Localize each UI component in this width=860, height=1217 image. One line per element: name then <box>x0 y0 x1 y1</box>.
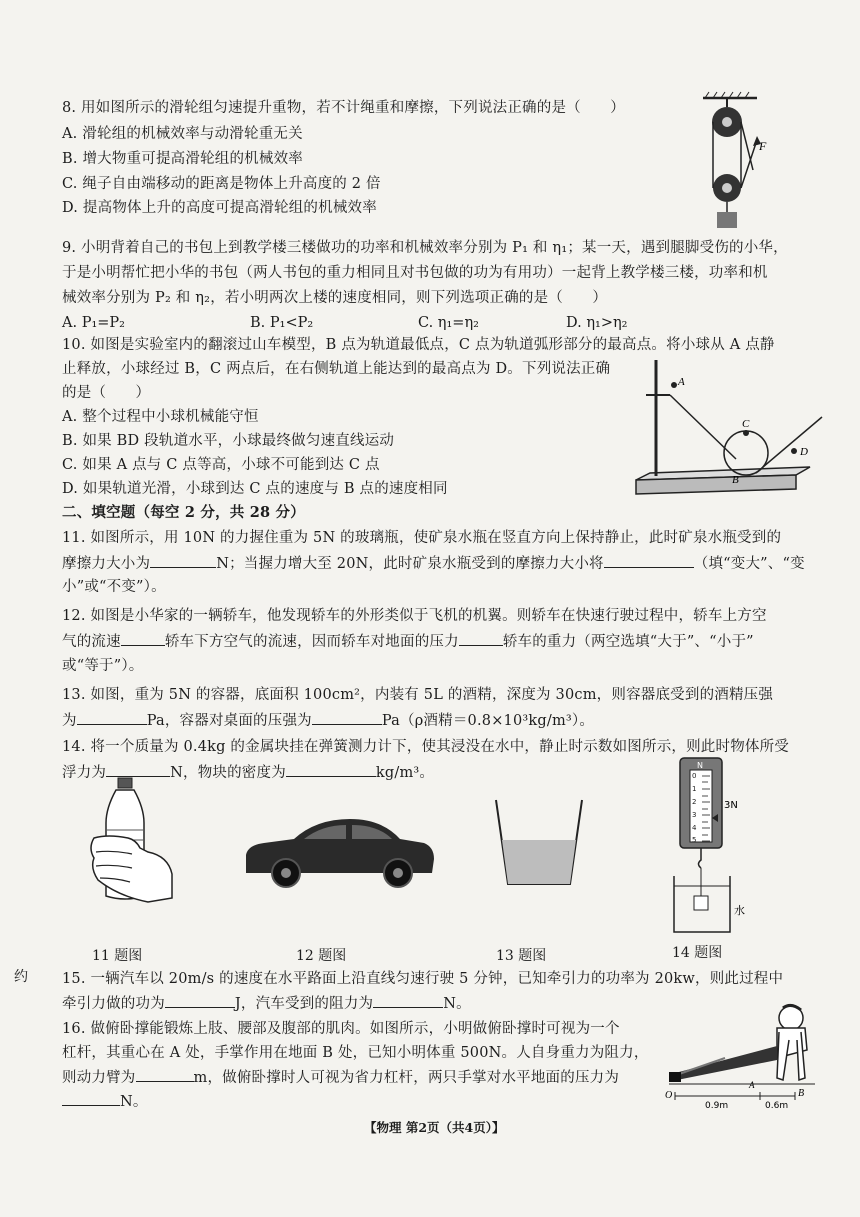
q11-line1: 11. 如图所示，用 10N 的力握住重为 5N 的玻璃瓶，使矿泉水瓶在竖直方向上保持静止，此时矿泉水瓶受到的 <box>62 530 782 546</box>
q12-text-a: 气的流速 <box>62 634 121 650</box>
q15-line2 <box>62 993 471 1014</box>
q10-option-c: C. 如果 A 点与 C 点等高，小球不可能到达 C 点 <box>62 457 380 473</box>
q16-line2: 杠杆，其重心在 A 处，手掌作用在地面 B 处，已知小明体重 500N。人自身重力为阻力， <box>62 1045 649 1061</box>
q10-line1: 10. 如图是实验室内的翻滚过山车模型，B 点为轨道最低点，C 点为轨道弧形部分的最高点。将小球从 A 点静 <box>62 337 775 353</box>
pulley-force-label: F <box>759 139 767 153</box>
q13-line1: 13. 如图，重为 5N 的容器，底面积 100cm²，内装有 5L 的酒精，深度为 30cm，则容器底受到的酒精压强 <box>62 687 774 703</box>
q10-option-d: D. 如果轨道光滑，小球到达 C 点的速度与 B 点的速度相同 <box>62 481 448 497</box>
car-figure <box>242 815 437 890</box>
label-a: A <box>678 376 685 388</box>
label-d: D <box>800 446 808 458</box>
q16-text-b: m，做俯卧撑时人可视为省力杠杆，两只手掌对水平地面的压力为 <box>193 1070 620 1086</box>
q12-blank-2[interactable] <box>459 631 503 646</box>
q16-line4 <box>62 1091 148 1112</box>
q13-blank-2[interactable] <box>312 710 382 725</box>
q12-line2 <box>62 631 754 652</box>
q16-text-c: N。 <box>120 1094 148 1110</box>
q12-blank-1[interactable] <box>121 631 165 646</box>
q9-option-d: D. η₁>η₂ <box>566 315 628 331</box>
page-footer: 【物理 第2页（共4页）】 <box>364 1120 505 1135</box>
caption-fig12: 12 题图 <box>296 948 347 964</box>
scale-tick-4: 4 <box>692 824 697 832</box>
q10-option-a: A. 整个过程中小球机械能守恒 <box>62 409 259 425</box>
q8-option-c: C. 绳子自由端移动的距离是物体上升高度的 2 倍 <box>62 176 381 192</box>
q11-line3: 小”或“不变”）。 <box>62 579 166 595</box>
q15-text-b: J，汽车受到的阻力为 <box>234 996 374 1012</box>
section2-title: 二、填空题（每空 2 分，共 28 分） <box>62 504 305 521</box>
q9-option-a: A. P₁=P₂ <box>62 315 125 331</box>
q11-text-b: N；当握力增大至 20N，此时矿泉水瓶受到的摩擦力大小将 <box>216 556 604 572</box>
scale-tick-2: 2 <box>692 798 697 806</box>
q13-text-c: Pa（ρ酒精＝0.8×10³kg/m³）。 <box>381 713 595 729</box>
scale-top-label: N <box>697 761 703 770</box>
q9-option-c: C. η₁=η₂ <box>418 315 479 331</box>
water-label: 水 <box>734 904 745 917</box>
pushup-label-b: B <box>798 1088 805 1099</box>
container-figure <box>494 798 584 888</box>
q13-line2 <box>62 710 594 731</box>
q14-line1: 14. 将一个质量为 0.4kg 的金属块挂在弹簧测力计下，使其浸没在水中，静止时示数如图所示，则此时物体所受 <box>62 739 790 755</box>
spring-scale-figure <box>668 756 778 936</box>
q16-blank-1[interactable] <box>136 1067 194 1082</box>
q11-text-c: （填“变大”、“变 <box>693 556 805 572</box>
q15-line1: 15. 一辆汽车以 20m/s 的速度在水平路面上沿直线匀速行驶 5 分钟，已知牵引力的功率为 20kw，则此过程中 <box>62 971 784 987</box>
q12-text-c: 轿车的重力（两空选填“大于”、“小于” <box>502 634 754 650</box>
q15-text-c: N。 <box>443 996 471 1012</box>
scale-side-label: 3N <box>724 800 738 811</box>
q12-text-b: 轿车下方空气的流速，因而轿车对地面的压力 <box>164 634 459 650</box>
q15-blank-1[interactable] <box>165 993 235 1008</box>
pulley-figure <box>695 92 775 232</box>
scale-tick-0: 0 <box>692 772 697 780</box>
q13-blank-1[interactable] <box>77 710 147 725</box>
caption-fig11: 11 题图 <box>92 948 143 964</box>
q14-text-c: kg/m³。 <box>375 765 435 781</box>
roller-coaster-figure <box>636 355 826 500</box>
q16-text-a: 则动力臂为 <box>62 1070 136 1086</box>
q14-blank-2[interactable] <box>286 762 376 777</box>
q10-option-b: B. 如果 BD 段轨道水平，小球最终做匀速直线运动 <box>62 433 395 449</box>
q9-line1: 9. 小明背着自己的书包上到教学楼三楼做功的功率和机械效率分别为 P₁ 和 η₁；某一天，遇到腿脚受伤的小华， <box>62 240 788 256</box>
q11-line2 <box>62 553 805 574</box>
label-c: C <box>742 418 750 430</box>
scale-tick-5: 5 <box>692 836 697 844</box>
scale-tick-1: 1 <box>692 785 697 793</box>
q14-text-a: 浮力为 <box>62 765 107 781</box>
pushup-dist-2: 0.6m <box>765 1101 789 1111</box>
q13-text-b: Pa，容器对桌面的压强为 <box>146 713 312 729</box>
q15-blank-2[interactable] <box>373 993 443 1008</box>
q11-text-a: 摩擦力大小为 <box>62 556 151 572</box>
q15-text-a: 牵引力做的功为 <box>62 996 165 1012</box>
q9-line2: 于是小明帮忙把小华的书包（两人书包的重力相同且对书包做的功为有用功）一起背上教学楼三楼，功率和机 <box>62 265 768 281</box>
q12-line3: 或“等于”）。 <box>62 658 144 674</box>
q16-line3 <box>62 1067 619 1088</box>
q13-text-a: 为 <box>62 713 77 729</box>
label-b: B <box>732 474 739 486</box>
q8-option-b: B. 增大物重可提高滑轮组的机械效率 <box>62 151 303 167</box>
q16-blank-2[interactable] <box>62 1091 120 1106</box>
caption-fig13: 13 题图 <box>496 948 547 964</box>
q9-line3: 械效率分别为 P₂ 和 η₂，若小明两次上楼的速度相同，则下列选项正确的是（ ） <box>62 290 608 306</box>
q11-blank-2[interactable] <box>604 553 694 568</box>
pushup-label-o: O <box>665 1090 673 1101</box>
q11-blank-1[interactable] <box>150 553 216 568</box>
q8-option-d: D. 提高物体上升的高度可提高滑轮组的机械效率 <box>62 200 377 216</box>
q14-blank-1[interactable] <box>106 762 170 777</box>
q12-line1: 12. 如图是小华家的一辆轿车，他发现轿车的外形类似于飞机的机翼。则轿车在快速行驶过程中，轿车上方空 <box>62 608 767 624</box>
caption-fig14: 14 题图 <box>672 945 723 961</box>
pushup-dist-1: 0.9m <box>705 1101 729 1111</box>
q8-stem: 8. 用如图所示的滑轮组匀速提升重物，若不计绳重和摩擦，下列说法正确的是（ ） <box>62 100 625 116</box>
bottle-hand-figure <box>88 778 178 903</box>
margin-mark: 约 <box>14 969 28 985</box>
q14-text-b: N，物块的密度为 <box>170 765 286 781</box>
pushup-figure <box>665 1000 825 1110</box>
q10-line3: 的是（ ） <box>62 385 151 401</box>
q9-option-b: B. P₁<P₂ <box>250 315 314 331</box>
pushup-label-a: A <box>749 1080 755 1090</box>
q10-line2: 止释放，小球经过 B，C 两点后，在右侧轨道上能达到的最高点为 D。下列说法正确 <box>62 361 611 377</box>
q16-line1: 16. 做俯卧撑能锻炼上肢、腰部及腹部的肌肉。如图所示，小明做俯卧撑时可视为一个 <box>62 1021 620 1037</box>
scale-tick-3: 3 <box>692 811 697 819</box>
q8-option-a: A. 滑轮组的机械效率与动滑轮重无关 <box>62 126 303 142</box>
